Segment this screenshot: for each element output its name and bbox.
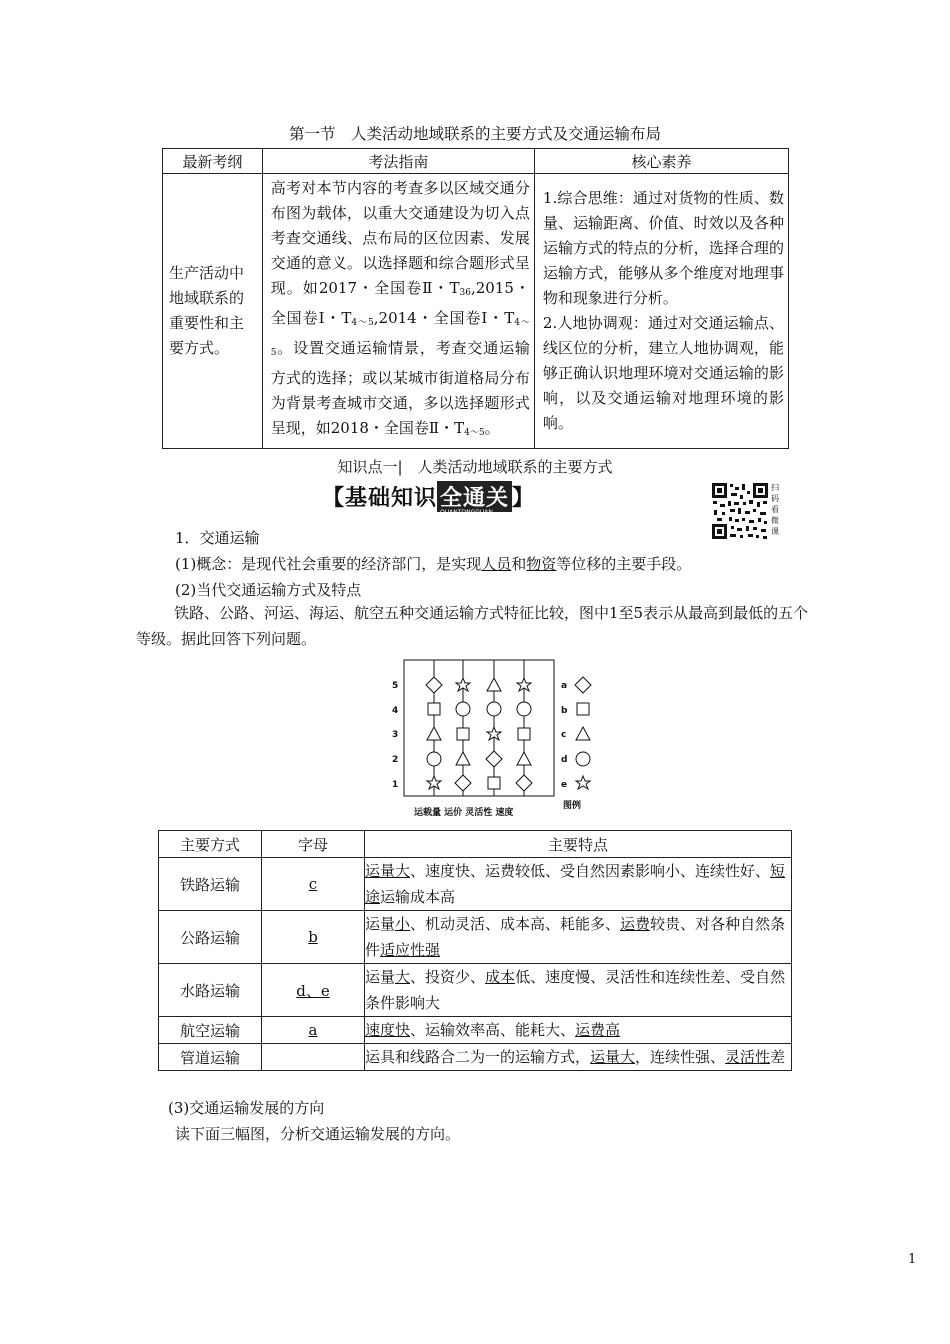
level-3: 3 [392, 730, 399, 740]
circle-icon [456, 702, 470, 716]
square-icon [518, 728, 530, 740]
concept-line: (1)概念：是现代社会重要的经济部门，是实现人员和物资等位移的主要手段。 [175, 555, 692, 573]
table2-mode: 公路运输 [159, 911, 262, 964]
banner-highlight: 全通关 QUANTONGGUAN [437, 481, 512, 512]
table2-letter [262, 1044, 365, 1071]
transport-modes-table [158, 830, 792, 1071]
table1-guide-cell [262, 174, 534, 449]
triangle-icon [456, 752, 470, 765]
x-axis-labels: 运载量 运价 灵活性 速度 [414, 808, 514, 818]
table1-literacy-cell [534, 174, 788, 449]
table2-letter: b [262, 911, 365, 964]
level-2: 2 [392, 755, 399, 765]
circle-icon [517, 702, 531, 716]
table1-syllabus-cell [163, 174, 263, 449]
literacy-text: 1.综合思维：通过对货物的性质、数量、运输距离、价值、时效以及各种运输方式的特点的分析，选择合理的运输方式，能够从多个维度对地理事物和现象进行分析。 2.人地协调观：通过对交通运输点、线区位的分析，建立人地协调观，能够正确认识地理环境对交通运输的影响，以及交通运输对地理环境的影响。 [542, 189, 784, 432]
circle-icon [427, 752, 441, 766]
level-1: 1 [392, 780, 399, 790]
triangle-icon [487, 678, 501, 691]
table2-mode: 管道运输 [159, 1044, 262, 1071]
section-banner: 【基础知识 全通关 QUANTONGGUAN 】 [322, 481, 535, 512]
table1-header-1: 最新考纲 [163, 149, 263, 174]
page-title: 第一节 人类活动地域联系的主要方式及交通运输布局 [288, 125, 661, 143]
qr-code-icon[interactable] [711, 482, 769, 540]
legend-triangle-icon [576, 727, 590, 740]
knowledge-point-heading: 知识点一| 人类活动地域联系的主要方式 [337, 458, 613, 476]
qr-label: 扫码看微课 [771, 483, 779, 536]
square-icon [488, 777, 500, 789]
table1-header-2: 考法指南 [262, 149, 534, 174]
section-1-heading: 1．交通运输 [175, 529, 260, 547]
guide-text: 高考对本节内容的考查多以区域交通分布图为载体，以重大交通建设为切入点考查交通线、点布局的区位因素、发展交通的意义。以选择题和综合题形式呈现。如2017・全国卷Ⅱ・$T_{36},2015$・全国卷Ⅰ・$T_{4\sim 5},2014$・全国卷Ⅰ・$T_{4\sim 5}$。设置交通运输情景，考查交通运输方式的选择；或以某城市街道格局分布为背景考查城市交通，多以选择题形式呈现，如2018・全国卷Ⅱ・$T_{4\sim 5}$。 [270, 179, 530, 438]
diamond-icon [486, 751, 502, 767]
legend-diamond-icon [575, 677, 591, 693]
table2-features: 运量小、机动灵活、成本高、耗能多、运费较贵、对各种自然条件适应性强 [365, 911, 792, 964]
page-number: 1 [908, 1252, 917, 1267]
legend-e: e [561, 780, 568, 790]
table2-features: 运量大、速度快、运费较低、受自然因素影响小、连续性好、短途运输成本高 [365, 858, 792, 911]
transport-comparison-figure [392, 658, 610, 818]
legend-d: d [561, 755, 568, 765]
triangle-icon [427, 727, 441, 740]
table2-letter: a [262, 1017, 365, 1044]
legend-b: b [561, 706, 568, 716]
triangle-icon [517, 752, 531, 765]
subsection-3-text: 读下面三幅图，分析交通运输发展的方向。 [175, 1125, 461, 1143]
table2-mode: 水路运输 [159, 964, 262, 1017]
circle-icon [487, 702, 501, 716]
table2-header-1: 主要方式 [159, 831, 262, 858]
level-5: 5 [392, 681, 399, 691]
table2-letter: d、e [262, 964, 365, 1017]
diamond-icon [426, 677, 442, 693]
legend-a: a [561, 681, 568, 691]
square-icon [428, 703, 440, 715]
legend-title: 图例 [563, 801, 582, 811]
table2-mode: 铁路运输 [159, 858, 262, 911]
diamond-icon [455, 775, 471, 791]
table1-header-3: 核心素养 [534, 149, 788, 174]
legend-square-icon [577, 703, 589, 715]
legend-star-icon [576, 776, 590, 789]
diamond-icon [516, 775, 532, 791]
syllabus-table [162, 148, 789, 449]
legend-c: c [561, 730, 567, 740]
syllabus-text: 生产活动中地域联系的重要性和主要方式。 [169, 264, 245, 357]
table2-header-2: 字母 [262, 831, 365, 858]
table2-letter: c [262, 858, 365, 911]
level-4: 4 [392, 706, 399, 716]
legend-circle-icon [576, 752, 590, 766]
subsection-3-heading: (3)交通运输发展的方向 [168, 1099, 325, 1117]
table2-features: 运具和线路合二为一的运输方式，运量大，连续性强、灵活性差 [365, 1044, 792, 1071]
table2-features: 运量大、投资少、成本低、速度慢、灵活性和连续性差、受自然条件影响大 [365, 964, 792, 1017]
square-icon [457, 728, 469, 740]
table2-features: 速度快、运输效率高、能耗大、运费高 [365, 1017, 792, 1044]
table2-mode: 航空运输 [159, 1017, 262, 1044]
intro-paragraph: 铁路、公路、河运、海运、航空五种交通运输方式特征比较，图中1至5表示从最高到最低的五个等级。据此回答下列问题。 [136, 604, 809, 648]
table2-header-3: 主要特点 [365, 831, 792, 858]
subsection-2-heading: (2)当代交通运输方式及特点 [175, 581, 362, 599]
